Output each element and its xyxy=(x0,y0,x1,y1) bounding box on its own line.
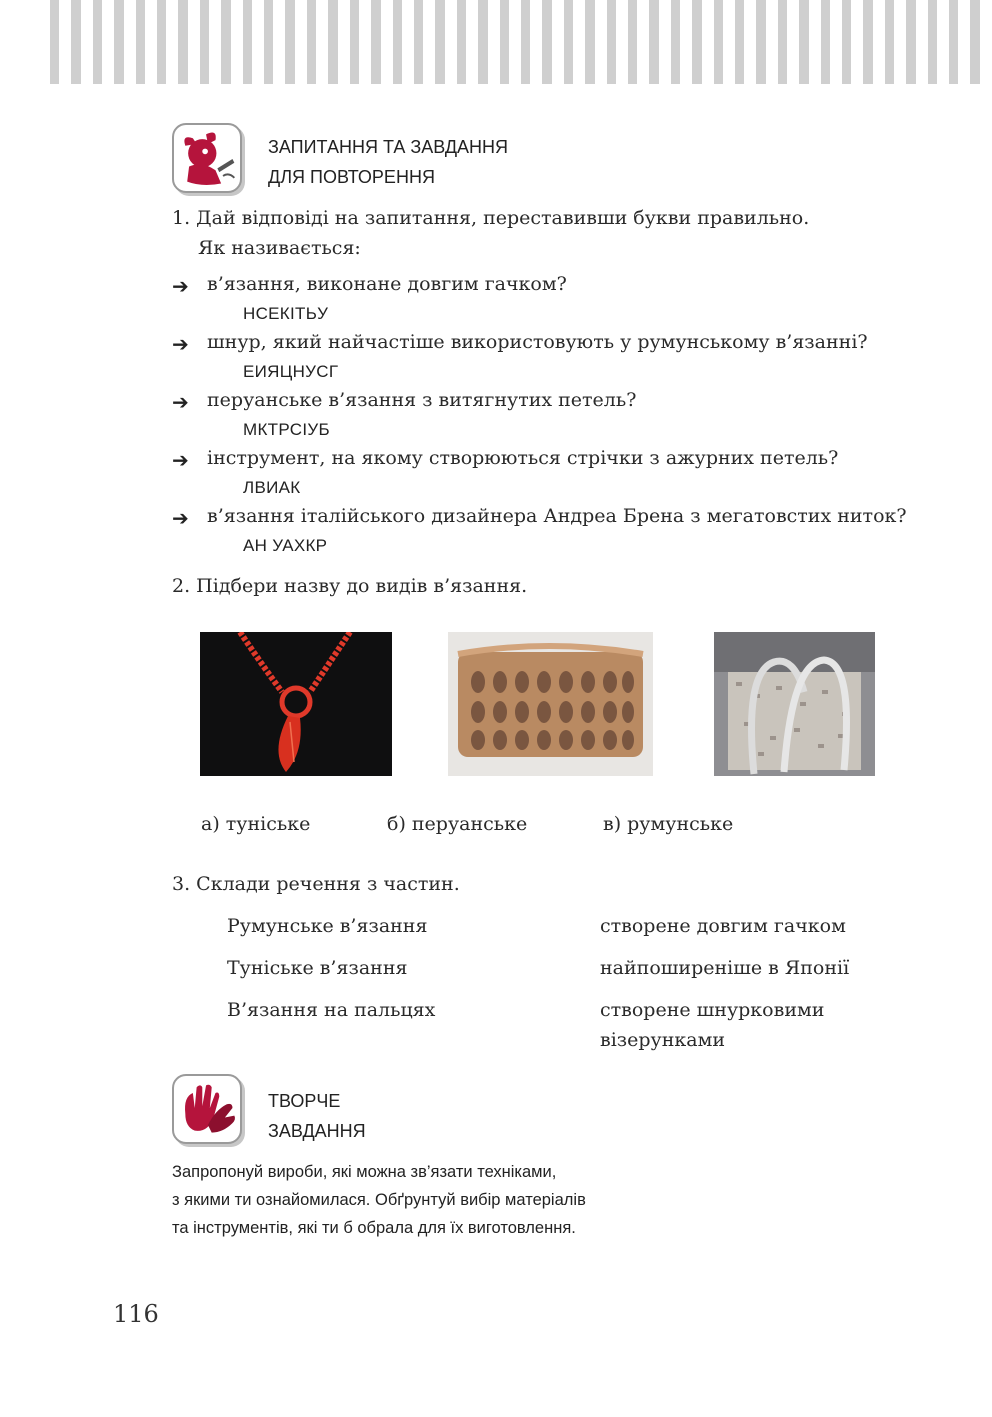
option-a: а) туніське xyxy=(201,813,311,835)
sentence-part-left: Туніське в’язання xyxy=(227,957,408,979)
sentence-part-right: створене довгим гачком xyxy=(600,915,846,937)
question-item: шнур, який найчастіше використовують у румунському в’язанні? xyxy=(207,331,868,353)
sentence-part-right: створене шнурковими xyxy=(600,999,825,1021)
arrow-right-icon: ➔ xyxy=(172,332,189,356)
question-3-text: 3. Склади речення з частин. xyxy=(172,873,460,895)
section-title-line: ТВОРЧЕ xyxy=(268,1091,341,1111)
section-title-line: ЗАВДАННЯ xyxy=(268,1121,366,1141)
creative-task-title xyxy=(268,1086,366,1146)
question-item: в’язання італійського дизайнера Андреа Брена з мегатовстих ниток? xyxy=(207,505,907,527)
scrambled-answer: ЛВИАК xyxy=(243,478,301,497)
header-stripes xyxy=(50,0,980,84)
necklace-photo xyxy=(200,632,392,776)
arrow-right-icon: ➔ xyxy=(172,448,189,472)
section-title xyxy=(268,132,508,192)
section-title-line: ЗАПИТАННЯ ТА ЗАВДАННЯ xyxy=(268,137,509,157)
option-c: в) румунське xyxy=(603,813,734,835)
task-line: та інструментів, які ти б обрала для їх виготовлення. xyxy=(172,1219,576,1237)
arrow-right-icon: ➔ xyxy=(172,274,189,298)
sentence-part-right: візерунками xyxy=(600,1029,726,1051)
section-title-line: ДЛЯ ПОВТОРЕННЯ xyxy=(268,167,435,187)
option-b: б) перуанське xyxy=(387,813,528,835)
question-item: перуанське в’язання з витягнутих петель? xyxy=(207,389,637,411)
sentence-part-left: Румунське в’язання xyxy=(227,915,428,937)
hands-icon xyxy=(172,1074,242,1144)
question-1-subtext: Як називається: xyxy=(198,237,361,259)
question-1-text: 1. Дай відповіді на запитання, переставивши букви правильно. xyxy=(172,207,810,229)
arrow-right-icon: ➔ xyxy=(172,506,189,530)
question-item: інструмент, на якому створюються стрічки з ажурних петель? xyxy=(207,447,839,469)
task-line: Запропонуй вироби, які можна зв’язати техніками, xyxy=(172,1163,557,1181)
character-writing-icon xyxy=(172,123,242,193)
scrambled-answer: НСЕКІТЬУ xyxy=(243,304,329,323)
creative-task-text xyxy=(172,1158,586,1242)
sentence-part-right: найпоширеніше в Японії xyxy=(600,957,850,979)
scrambled-answer: АН УАХКР xyxy=(243,536,328,555)
page-number: 116 xyxy=(113,1300,159,1328)
romanian-bag-photo xyxy=(714,632,875,776)
scrambled-answer: МКТРСІУБ xyxy=(243,420,330,439)
question-2-text: 2. Підбери назву до видів в’язання. xyxy=(172,575,528,597)
sentence-part-left: В’язання на пальцях xyxy=(227,999,436,1021)
peruvian-knit-photo xyxy=(448,632,653,776)
arrow-right-icon: ➔ xyxy=(172,390,189,414)
question-item: в’язання, виконане довгим гачком? xyxy=(207,273,567,295)
task-line: з якими ти ознайомилася. Обґрунтуй вибір матеріалів xyxy=(172,1191,586,1209)
scrambled-answer: ЕИЯЦНУСГ xyxy=(243,362,339,381)
